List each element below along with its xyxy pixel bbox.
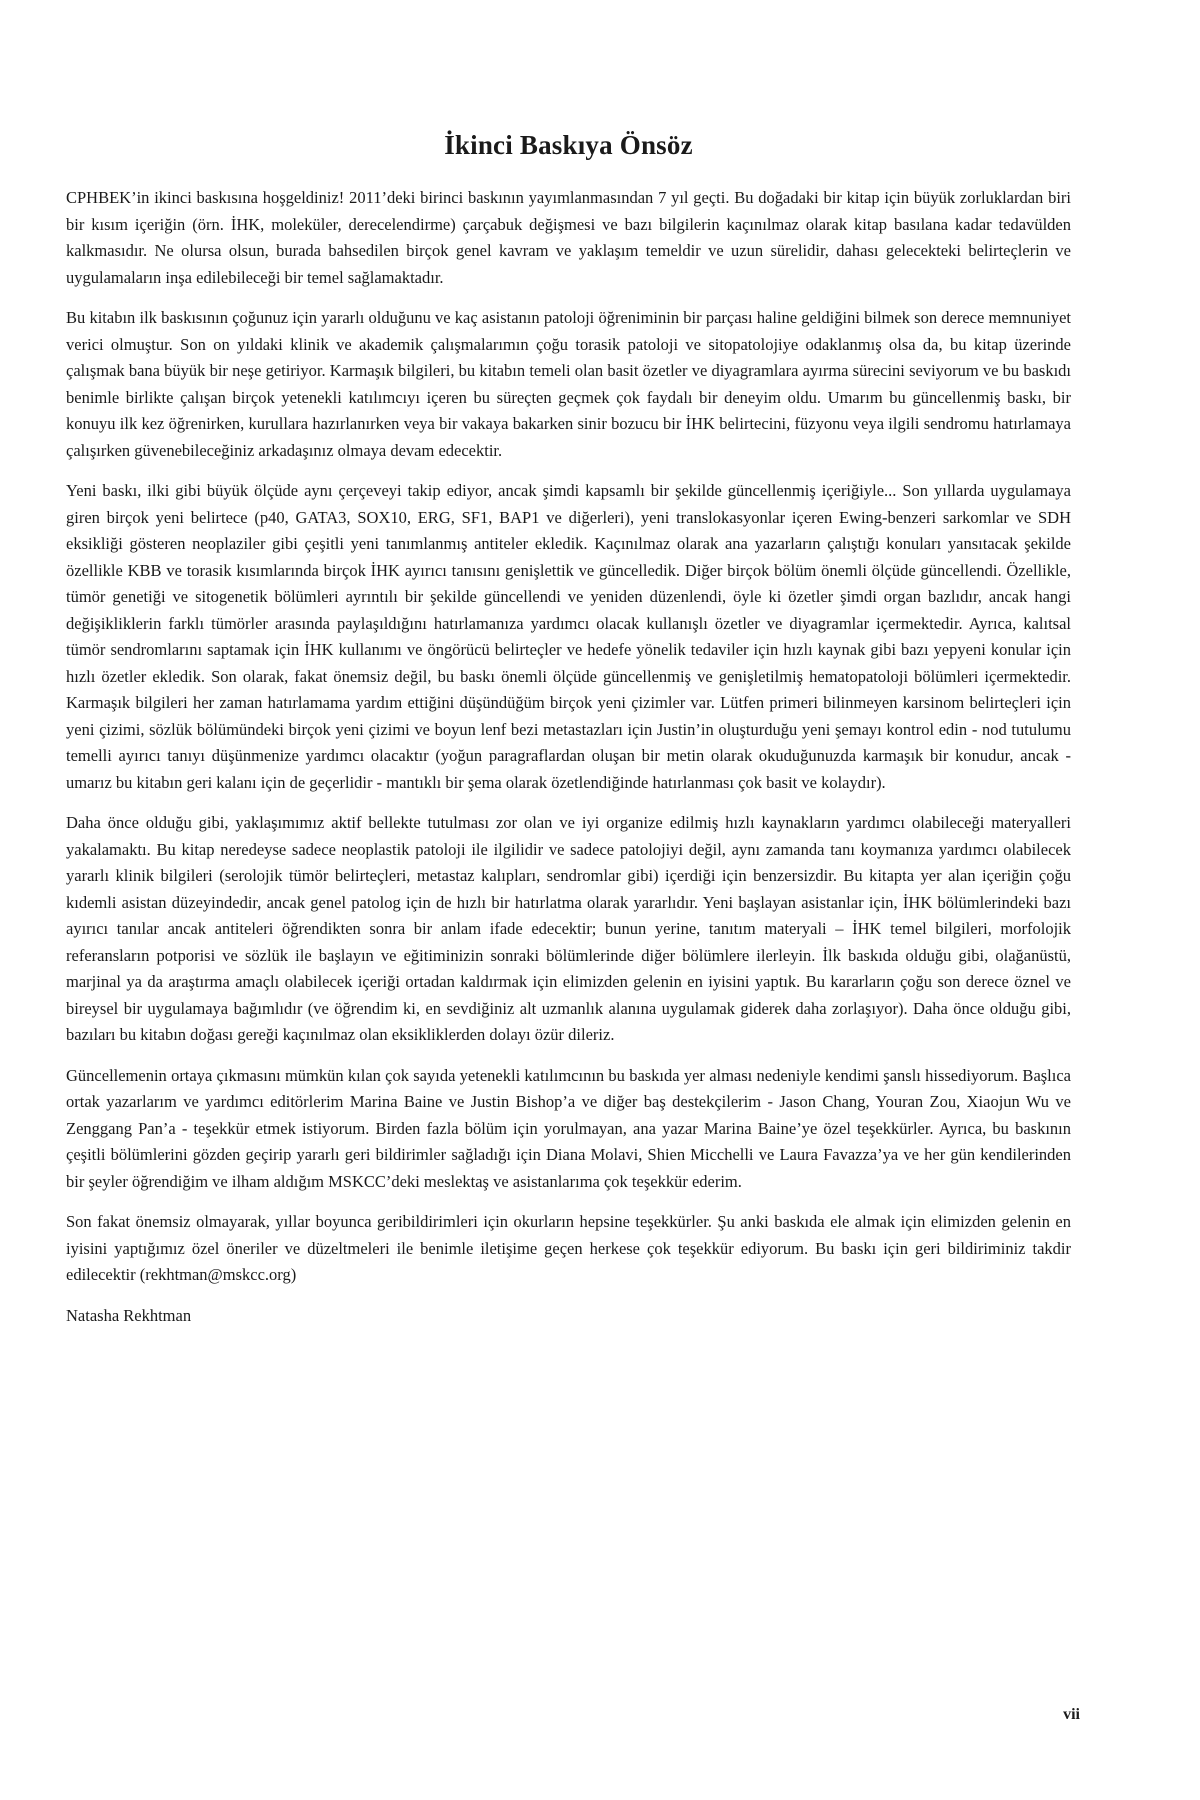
page-number: vii xyxy=(1063,1706,1080,1723)
paragraph-welcome: CPHBEK’in ikinci baskısına hoşgeldiniz! 2011’deki birinci baskının yayımlanmasından 7 yıl geçti. Bu doğadaki bir kitap için büyük zorluklardan biri bir kısım içeriğin (örn. İHK, moleküler, derecelendirme) çarçabuk değişmesi ve bazı bilgilerin kaçınılmaz olarak kitap basılana kadar tedavülden kalkmasıdır. Ne olursa olsun, burada bahsedilen birçok genel kavram ve yaklaşım temeldir ve uzun sürelidir, dahası gelecekteki belirteçlerin ve uygulamaların inşa edilebileceği bir temel sağlamaktadır. xyxy=(66,188,1071,287)
paragraph-approach: Daha önce olduğu gibi, yaklaşımımız aktif bellekte tutulması zor olan ve iyi organize edilmiş hızlı kaynakların yardımcı olabileceği materyalleri yakalamaktı. Bu kitap neredeyse sadece neoplastik patoloji ile ilgilidir ve sadece patolojiyi değil, aynı zamanda tanı koymanıza yardımcı olabilecek yararlı klinik bilgileri (serolojik tümör belirteçleri, metastaz kalıpları, sendromlar gibi) içerdiği için benzersizdir. Bu kitapta yer alan içeriğin çoğu kıdemli asistan düzeyindedir, ancak genel patolog için de hızlı bir hatırlatma olarak yararlıdır. Yeni başlayan asistanlar için, İHK bölümlerindeki bazı ayırıcı tanılar ancak antiteleri öğrendikten sonra bir anlam ifade edecektir; bunun yerine, tanıtım materyali – İHK temel bilgileri, morfolojik referansların potporisi ve sözlük ile başlayın ve eğitiminizin sonraki bölümlerinde diğer bölümlere ilerleyin. İlk baskıda olduğu gibi, olağanüstü, marjinal ya da araştırma amaçlı olabilecek içeriği ortadan kaldırmak için elimizden gelenin en iyisini yaptık. Bu kararların çoğu son derece öznel ve bireysel bir uygulamaya bağımlıdır (ve öğrendim ki, en sevdiğiniz alt uzmanlık alanına uygulamak giderek daha zorlaşıyor). Daha önce olduğu gibi, bazıları bu kitabın doğası gereği kaçınılmaz olan eksikliklerden dolayı özür dileriz. xyxy=(66,813,1071,1044)
page-title: İkinci Baskıya Önsöz xyxy=(444,130,693,160)
preface-page xyxy=(66,130,1071,1329)
paragraph-closing: Son fakat önemsiz olmayarak, yıllar boyunca geribildirimleri için okurların hepsine teşekkürler. Şu anki baskıda ele almak için elimizden gelenin en iyisini yaptığımız özel öneriler ve düzeltmeleri ile benimle iletişime geçen herkese çok teşekkür ediyorum. Bu baskı için geri bildiriminiz takdir edilecektir (rekhtman@mskcc.org) xyxy=(66,1212,1071,1284)
paragraph-first-edition: Bu kitabın ilk baskısının çoğunuz için yararlı olduğunu ve kaç asistanın patoloji öğreniminin bir parçası haline geldiğini bilmek son derece memnuniyet verici olmuştur. Son on yıldaki klinik ve akademik çalışmalarımın çoğu torasik patoloji ve sitopatolojiye odaklanmış olsa da, bu kitap üzerinde çalışmak bana büyük bir neşe getiriyor. Karmaşık bilgileri, bu kitabın temeli olan basit özetler ve diyagramlara ayırma sürecini seviyorum ve bu baskıdı benimle birlikte çalışan birçok yetenekli katılımcıyı içeren bu süreçten geçmek çok faydalı bir deneyim oldu. Umarım bu güncellenmiş baskı, bir konuyu ilk kez öğrenirken, kurullara hazırlanırken veya bir vakaya bakarken sinir bozucu bir İHK belirtecini, füzyonu veya ilgili sendromu hatırlamaya çalışırken güvenebileceğiniz arkadaşınız olmaya devam edecektir. xyxy=(66,308,1071,460)
paragraph-acknowledgements: Güncellemenin ortaya çıkmasını mümkün kılan çok sayıda yetenekli katılımcının bu baskıda yer alması nedeniyle kendimi şanslı hissediyorum. Başlıca ortak yazarlarım ve yardımcı editörlerim Marina Baine ve Justin Bishop’a ve diğer baş destekçilerim - Jason Chang, Youran Zou, Xiaojun Wu ve Zenggang Pan’a - teşekkür etmek istiyorum. Birden fazla bölüm için yorulmayan, ana yazar Marina Baine’ye özel teşekkürler. Ayrıca, bu baskının çeşitli bölümlerini gözden geçirip yararlı geri bildirimler sağladığı için Diana Molavi, Shien Micchelli ve Laura Favazza’ya ve her gün kendilerinden bir şeyler öğrendiğim ve ilham aldığım MSKCC’deki meslektaş ve asistanlarıma çok teşekkür ederim. xyxy=(66,1065,1071,1191)
paragraph-new-edition: Yeni baskı, ilki gibi büyük ölçüde aynı çerçeveyi takip ediyor, ancak şimdi kapsamlı bir şekilde güncellenmiş içeriğiyle... Son yıllarda uygulamaya giren birçok yeni belirtece (p40, GATA3, SOX10, ERG, SF1, BAP1 ve diğerleri), yeni translokasyonlar içeren Ewing-benzeri sarkomlar ve SDH eksikliği gösteren neoplaziler gibi çeşitli yeni tanımlanmış antiteler ekledik. Kaçınılmaz olarak ana yazarların çalıştığı konuları yansıtacak şekilde özellikle KBB ve torasik kısımlarında birçok İHK ayırıcı tanısını genişlettik ve güncelledik. Diğer birçok bölüm önemli ölçüde güncellendi. Özellikle, tümör genetiği ve sitogenetik bölümleri ayrıntılı bir şekilde güncellendi ve yeniden düzenlendi, öyle ki özetler şimdi organ bazlıdır, ancak hangi değişikliklerin farklı tümörler arasında paylaşıldığını hatırlamanıza yardımcı olacak kullanışlı özetler ve diyagramlar içermektedir. Ayrıca, kalıtsal tümör sendromlarını saptamak için İHK kullanımı ve öngörücü belirteçler ve hedefe yönelik tedaviler için hızlı kaynak gibi bazı yepyeni konular için hızlı özetler ekledik. Son olarak, fakat önemsiz değil, bu baskı önemli ölçüde güncellenmiş ve genişletilmiş hematopatoloji bölümleri içermektedir. Karmaşık bilgileri her zaman hatırlamama yardım ettiğini düşündüğüm birçok yeni çizimler var. Lütfen primeri bilinmeyen karsinom belirteçleri için yeni çizimi, sözlük bölümündeki birçok yeni çizimi ve boyun lenf bezi metastazları için Justin’in oluşturduğu yeni şemayı kontrol edin - nod tutulumu temelli ayırıcı tanıyı düşünmenize yardımcı olacaktır (yoğun paragraflardan oluşan bir metin olarak okuduğunuzda karmaşık bir konudur, ancak - umarız bu kitabın geri kalanı için de geçerlidir - mantıklı bir şema olarak özetlendiğinde hatırlanması çok basit ve kolaydır). xyxy=(66,481,1071,792)
author-signature: Natasha Rekhtman xyxy=(66,1305,192,1325)
